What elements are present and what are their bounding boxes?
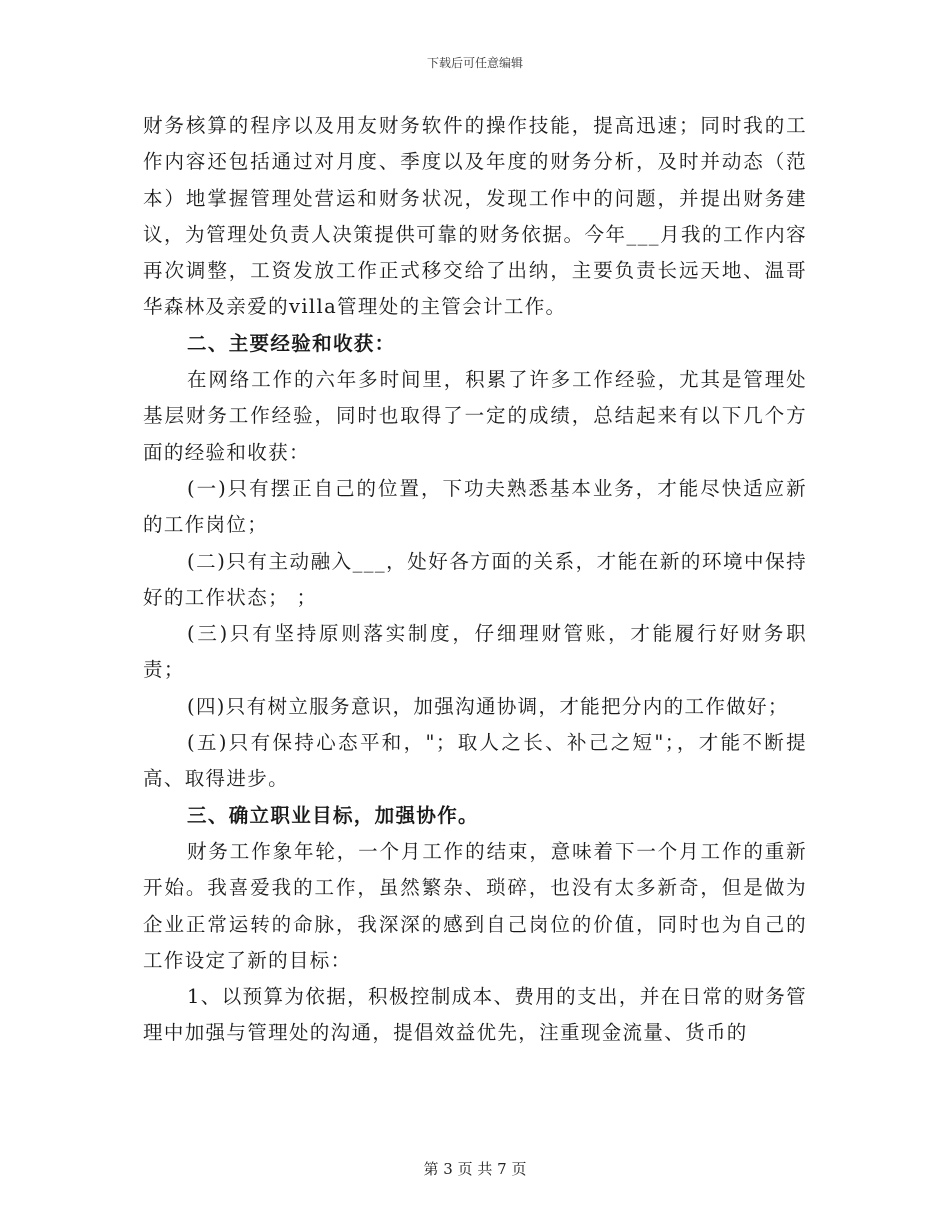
list-item-2: (二)只有主动融入___，处好各方面的关系，才能在新的环境中保持好的工作状态； ；	[143, 549, 807, 609]
document-body	[143, 108, 807, 1052]
paragraph-career-goals: 财务工作象年轮，一个月工作的结束，意味着下一个月工作的重新开始。我喜爱我的工作，虽然繁杂、琐碎，也没有太多新奇，但是做为企业正常运转的命脉，我深深的感到自己岗位的价值，同时也为自己的工作设定了新的目标：	[143, 839, 807, 972]
paragraph-experience-intro: 在网络工作的六年多时间里，积累了许多工作经验，尤其是管理处基层财务工作经验，同时也取得了一定的成绩，总结起来有以下几个方面的经验和收获：	[143, 368, 807, 464]
paragraph-continued: 财务核算的程序以及用友财务软件的操作技能，提高迅速；同时我的工作内容还包括通过对月度、季度以及年度的财务分析，及时并动态（范本）地掌握管理处营运和财务状况，发现工作中的问题，并提出财务建议，为管理处负责人决策提供可靠的财务依据。今年___月我的工作内容再次调整，工资发放工作正式移交给了出纳，主要负责长远天地、温哥华森林及亲爱的villa管理处的主管会计工作。	[143, 114, 807, 319]
list-item-3: (三)只有坚持原则落实制度，仔细理财管账，才能履行好财务职责；	[143, 622, 807, 682]
section-heading-3: 三、确立职业目标，加强协作。	[187, 803, 479, 827]
page-header-note: 下载后可任意编辑	[426, 56, 523, 70]
list-item-1: (一)只有摆正自己的位置，下功夫熟悉基本业务，才能尽快适应新的工作岗位；	[143, 476, 807, 537]
list-item-5: (五)只有保持心态平和，"；取人之长、补己之短"；，才能不断提高、取得进步。	[143, 731, 807, 791]
page-number: 第 3 页 共 7 页	[423, 1160, 527, 1178]
paragraph-goal-1: 1、以预算为依据，积极控制成本、费用的支出，并在日常的财务管理中加强与管理处的沟通，提倡效益优先，注重现金流量、货币的	[143, 985, 807, 1045]
list-item-4: (四)只有树立服务意识，加强沟通协调，才能把分内的工作做好；	[187, 694, 789, 718]
section-heading-2: 二、主要经验和收获：	[187, 331, 396, 355]
